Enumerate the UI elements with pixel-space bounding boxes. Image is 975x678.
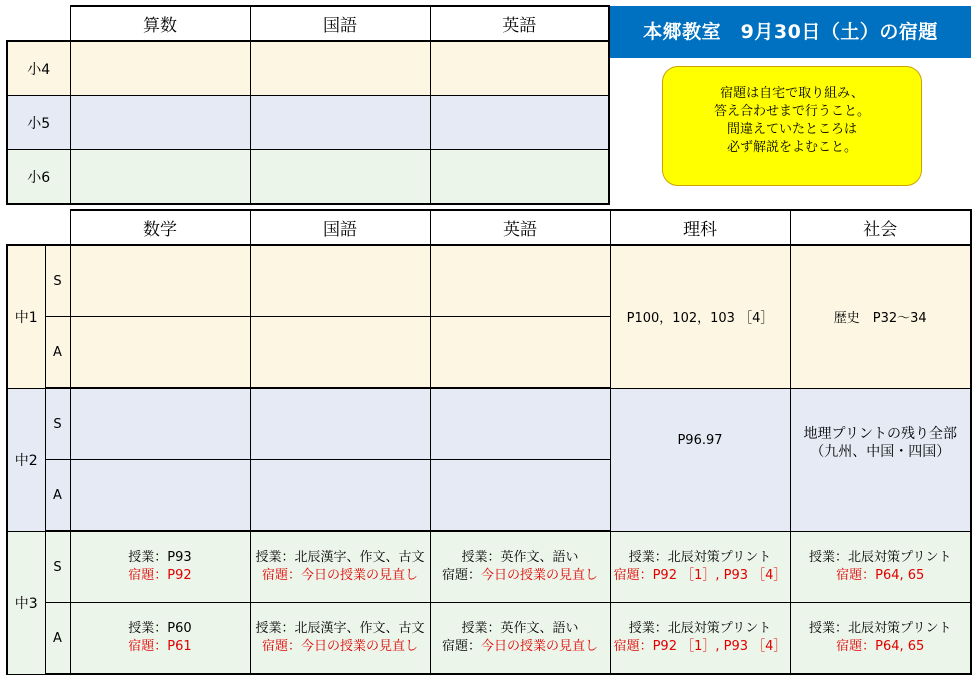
homework-cell	[430, 150, 609, 205]
homework-cell	[70, 41, 250, 96]
homework-cell-rika	[610, 531, 790, 603]
homework-cell	[70, 150, 250, 205]
homework-cell	[70, 317, 250, 389]
homework-text: 今日の授業の見直し	[481, 639, 599, 654]
homework-cell	[70, 388, 250, 460]
grade-label: 中3	[7, 531, 45, 674]
grade-label: 小4	[7, 41, 70, 96]
grade-label: 小6	[7, 150, 70, 205]
table-corner	[7, 6, 70, 41]
homework-text: 宿題：今日の授業の見直し	[261, 639, 418, 654]
notice-line: 必ず解説をよむこと。	[726, 140, 857, 155]
shakai-line: 地理プリントの残り全部	[803, 425, 957, 442]
subject-header: 国語	[250, 6, 430, 41]
homework-cell	[430, 96, 609, 150]
lesson-text: 授業：P60	[128, 621, 192, 636]
homework-text: 宿題：P64, 65	[836, 639, 925, 654]
homework-cell	[430, 460, 610, 532]
grade-label: 中2	[7, 388, 45, 531]
homework-cell	[430, 388, 610, 460]
homework-cell	[250, 388, 430, 460]
homework-cell-eigo	[430, 603, 610, 675]
subject-header: 国語	[250, 210, 430, 245]
junior-high-homework-table	[6, 209, 972, 675]
table-corner	[7, 210, 70, 245]
homework-text: 宿題：今日の授業の見直し	[261, 568, 418, 583]
homework-cell	[430, 245, 610, 317]
homework-cell-shakai: 歴史 P32～34	[790, 245, 971, 388]
shakai-line: （九州、中国・四国）	[810, 443, 951, 460]
homework-cell-shakai	[790, 531, 971, 603]
homework-text: 今日の授業の見直し	[481, 568, 599, 583]
lesson-text: 授業：P93	[128, 550, 192, 565]
level-label: A	[45, 603, 70, 675]
level-label: A	[45, 317, 70, 389]
homework-cell-suugaku	[70, 603, 250, 675]
level-label: S	[45, 531, 70, 603]
grade-label: 小5	[7, 96, 70, 150]
homework-text: 宿題：P92 ［1］, P93 ［4］	[613, 567, 787, 583]
homework-cell	[70, 245, 250, 317]
lesson-text: 授業：北辰対策プリント	[628, 621, 772, 636]
homework-cell-rika: P100，102，103 ［4］	[610, 245, 790, 388]
page-title-banner: 本郷教室 9月30日（土）の宿題	[610, 6, 971, 58]
homework-text: 宿題：P61	[128, 639, 192, 654]
homework-cell-rika: P96.97	[610, 388, 790, 531]
level-label: A	[45, 460, 70, 532]
homework-cell-kokugo	[250, 603, 430, 675]
homework-cell	[250, 460, 430, 532]
homework-cell-suugaku	[70, 531, 250, 603]
lesson-text: 授業：北辰対策プリント	[809, 549, 952, 565]
homework-notice	[662, 66, 922, 186]
level-label: S	[45, 388, 70, 460]
homework-cell	[70, 96, 250, 150]
lesson-text: 授業：英作文、語い	[461, 550, 579, 565]
lesson-text: 授業：北辰漢字、作文、古文	[255, 550, 425, 565]
homework-cell	[70, 460, 250, 532]
subject-header: 英語	[430, 210, 610, 245]
homework-cell-rika	[610, 603, 790, 675]
homework-cell	[250, 317, 430, 389]
homework-text: 宿題：P92 ［1］, P93 ［4］	[613, 639, 787, 654]
homework-cell	[250, 41, 430, 96]
subject-header: 社会	[790, 210, 971, 245]
lesson-text: 授業：北辰対策プリント	[628, 549, 772, 565]
homework-cell-eigo	[430, 531, 610, 603]
homework-cell-shakai	[790, 388, 971, 531]
homework-label: 宿題：	[441, 639, 481, 654]
subject-header: 算数	[70, 6, 250, 41]
homework-cell	[250, 96, 430, 150]
subject-header: 数学	[70, 210, 250, 245]
homework-cell	[250, 150, 430, 205]
elementary-homework-table	[6, 5, 610, 205]
lesson-text: 授業：北辰対策プリント	[809, 621, 952, 636]
homework-text: 宿題：P92	[128, 568, 192, 583]
homework-text: 宿題：P64, 65	[836, 567, 925, 583]
homework-cell-shakai	[790, 603, 971, 675]
lesson-text: 授業：英作文、語い	[461, 621, 579, 636]
notice-line: 答え合わせまで行うこと。	[713, 104, 870, 119]
homework-label: 宿題：	[441, 568, 481, 583]
grade-label: 中1	[7, 245, 45, 388]
notice-line: 宿題は自宅で取り組み、	[720, 86, 864, 101]
lesson-text: 授業：北辰漢字、作文、古文	[255, 621, 425, 636]
homework-cell	[430, 317, 610, 389]
homework-cell-kokugo	[250, 531, 430, 603]
level-label: S	[45, 245, 70, 317]
subject-header: 理科	[610, 210, 790, 245]
homework-cell	[250, 245, 430, 317]
subject-header: 英語	[430, 6, 609, 41]
homework-cell	[430, 41, 609, 96]
notice-line: 間違えていたところは	[726, 122, 857, 137]
